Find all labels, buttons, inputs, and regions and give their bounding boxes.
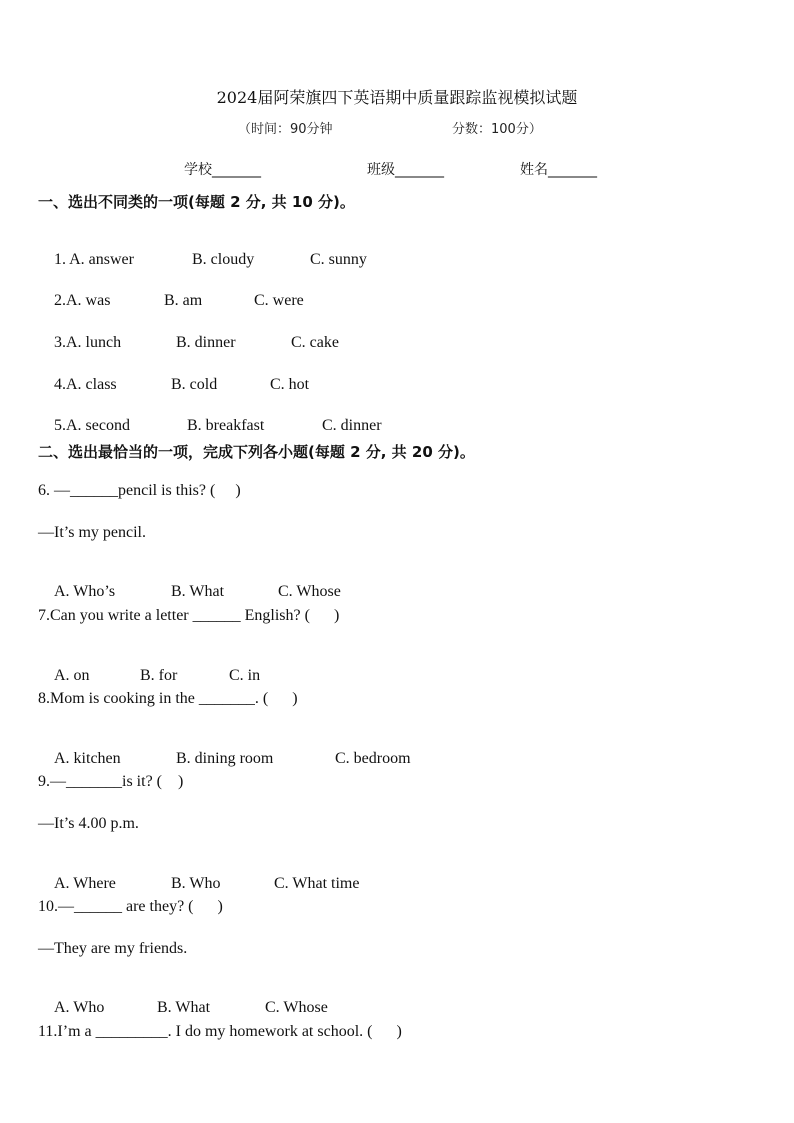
q2-option-a: 2.A. was <box>54 292 111 309</box>
q8-option-a: A. kitchen <box>54 750 121 767</box>
question-9-answer: —It’s 4.00 p.m. <box>38 815 139 832</box>
question-11-stem: 11.I’m a _________. I do my homework at school. ( ) <box>38 1023 402 1040</box>
section-1-heading: 一、选出不同类的一项(每题 2 分, 共 10 分)。 <box>38 193 355 211</box>
q5-option-a: 5.A. second <box>54 417 130 434</box>
q1-option-c: C. sunny <box>310 251 367 268</box>
q10-option-b: B. What <box>157 999 211 1016</box>
q9-option-b: B. Who <box>171 875 221 892</box>
class-field: 班级_______ <box>367 162 444 178</box>
q3-option-a: 3.A. lunch <box>54 334 122 351</box>
q4-option-a: 4.A. class <box>54 376 117 393</box>
name-field: 姓名_______ <box>520 162 597 178</box>
q10-option-a: A. Who <box>54 999 105 1016</box>
q1-option-a: 1. A. answer <box>54 251 134 268</box>
question-7-stem: 7.Can you write a letter ______ English? ( ) <box>38 607 340 624</box>
q2-option-c: C. were <box>254 292 304 309</box>
q1-option-b: B. cloudy <box>192 251 255 268</box>
school-field: 学校_______ <box>184 162 261 178</box>
q6-option-a: A. Who’s <box>54 583 116 600</box>
q10-option-c: C. Whose <box>265 999 328 1016</box>
question-6-stem: 6. —______pencil is this? ( ) <box>38 482 241 499</box>
question-10-answer: —They are my friends. <box>38 940 188 957</box>
q6-option-b: B. What <box>171 583 225 600</box>
section-2-heading: 二、选出最恰当的一项，完成下列各小题(每题 2 分, 共 20 分)。 <box>38 443 475 461</box>
q5-option-b: B. breakfast <box>187 417 265 434</box>
question-8-stem: 8.Mom is cooking in the _______. ( ) <box>38 690 298 707</box>
q3-option-b: B. dinner <box>176 334 236 351</box>
question-9-stem: 9.—_______is it? ( ) <box>38 773 184 790</box>
q5-option-c: C. dinner <box>322 417 382 434</box>
q9-option-a: A. Where <box>54 875 116 892</box>
q4-option-b: B. cold <box>171 376 218 393</box>
question-6-answer: —It’s my pencil. <box>38 524 146 541</box>
page-title: 2024届阿荣旗四下英语期中质量跟踪监视模拟试题 <box>216 88 578 107</box>
q9-option-c: C. What time <box>274 875 360 892</box>
q8-option-b: B. dining room <box>176 750 274 767</box>
q6-option-c: C. Whose <box>278 583 341 600</box>
q7-option-c: C. in <box>229 667 261 684</box>
q7-option-a: A. on <box>54 667 90 684</box>
q8-option-c: C. bedroom <box>335 750 411 767</box>
q7-option-b: B. for <box>140 667 178 684</box>
q4-option-c: C. hot <box>270 376 310 393</box>
time-limit: （时间：90分钟 <box>238 122 333 137</box>
q2-option-b: B. am <box>164 292 203 309</box>
total-score: 分数：100分） <box>452 122 542 137</box>
q3-option-c: C. cake <box>291 334 339 351</box>
question-10-stem: 10.—______ are they? ( ) <box>38 898 223 915</box>
